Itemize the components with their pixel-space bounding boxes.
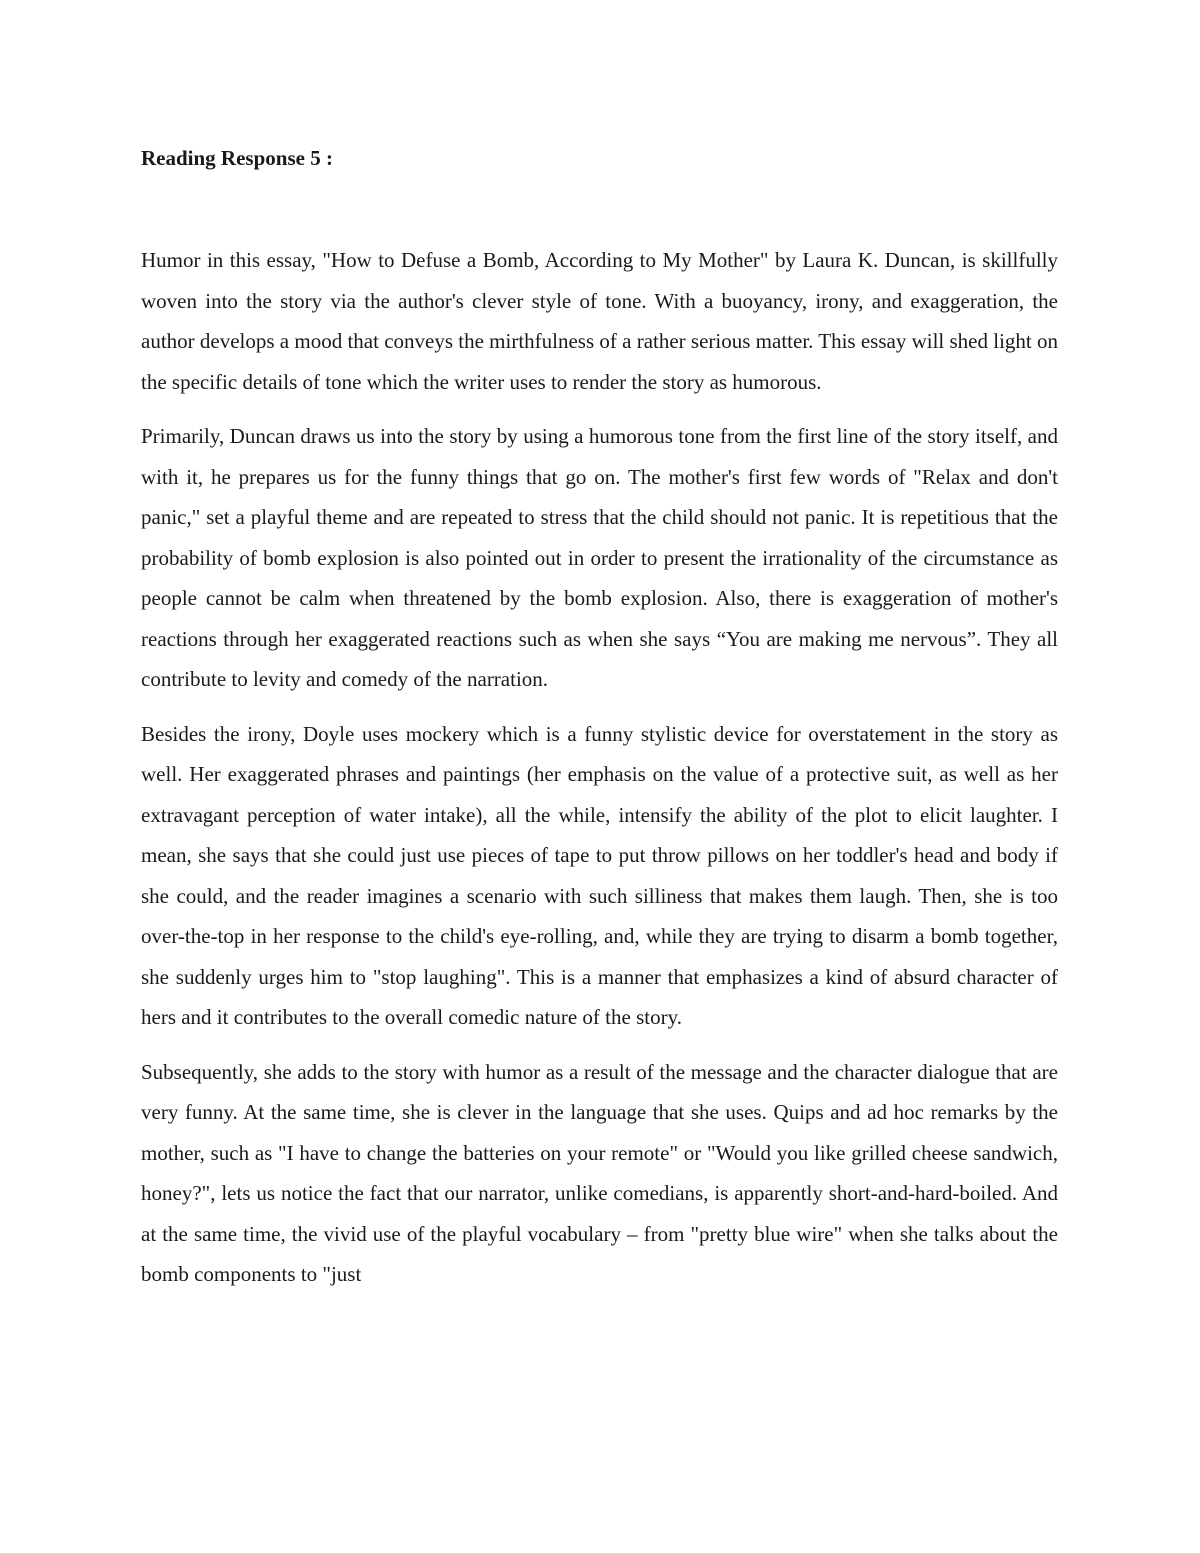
paragraph-dialogue: Subsequently, she adds to the story with humor as a result of the message and the character dialogue that are very funny. At the same time, she is clever in the language that she uses. Quips and ad hoc remarks by the mother, such as "I have to change the batteries on your remote" or "Would you like grilled cheese sandwich, honey?", lets us notice the fact that our narrator, unlike comedians, is apparently short-and-hard-boiled. And at the same time, the vivid use of the playful vocabulary – from "pretty blue wire" when she talks about the bomb components to "just — [141, 1059, 1058, 1286]
paragraph-intro: Humor in this essay, "How to Defuse a Bomb, According to My Mother" by Laura K. Duncan, is skillfully woven into the story via the author's clever style of tone. With a buoyancy, irony, and exaggeration, the author develops a mood that conveys the mirthfulness of a rather serious matter. This essay will shed light on the specific details of tone which the writer uses to render the story as humorous. — [141, 248, 1059, 394]
document-title: Reading Response 5 : — [141, 146, 333, 170]
paragraph-mockery: Besides the irony, Doyle uses mockery which is a funny stylistic device for overstatement in the story as well. Her exaggerated phrases and paintings (her emphasis on the value of a protective suit, as well as her extravagant perception of water intake), all the while, intensify the ability of the plot to elicit laughter. I mean, she says that she could just use pieces of tape to put throw pillows on her toddler's head and body if she could, and the reader imagines a scenario with such silliness that makes them laugh. Then, she is too over-the-top in her response to the child's eye-rolling, and, while they are trying to disarm a bomb together, she suddenly urges him to "stop laughing". This is a manner that emphasizes a kind of absurd character of hers and it contributes to the overall comedic nature of the story. — [141, 721, 1058, 1029]
paragraph-tone: Primarily, Duncan draws us into the story by using a humorous tone from the first line of the story itself, and with it, he prepares us for the funny things that go on. The mother's first few words of "Relax and don't panic," set a playful theme and are repeated to stress that the child should not panic. It is repetitious that the probability of bomb explosion is also pointed out in order to present the irrationality of the circumstance as people cannot be calm when threatened by the bomb explosion. Also, there is exaggeration of mother's reactions through her exaggerated reactions such as when she says “You are making me nervous”. They all contribute to levity and comedy of the narration. — [141, 424, 1058, 691]
document-body — [141, 240, 1058, 1309]
